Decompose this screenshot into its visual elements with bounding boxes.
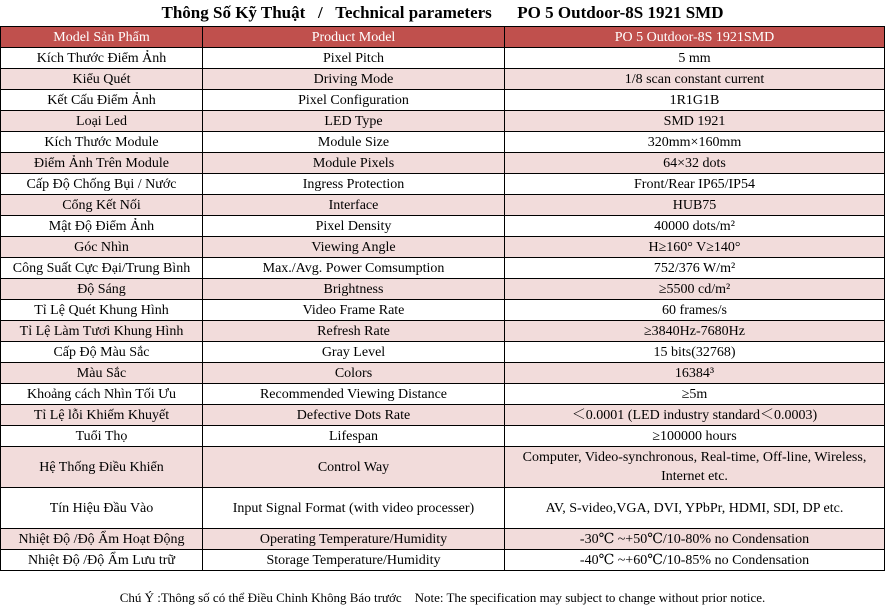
- sheet-title: Thông Số Kỹ Thuật / Technical parameters PO 5 Outdoor-8S 1921 SMD: [161, 3, 724, 22]
- cell-vietnamese: Nhiệt Độ /Độ Ẩm Hoạt Động: [1, 529, 203, 550]
- cell-vietnamese: Kích Thước Module: [1, 132, 203, 153]
- cell-english: Pixel Pitch: [203, 48, 505, 69]
- cell-value: 1R1G1B: [505, 90, 885, 111]
- cell-english: Pixel Density: [203, 216, 505, 237]
- table-row: [1, 237, 885, 258]
- cell-english: Storage Temperature/Humidity: [203, 550, 505, 571]
- cell-english: Interface: [203, 195, 505, 216]
- cell-vietnamese: Kết Cấu Điểm Ảnh: [1, 90, 203, 111]
- table-row: [1, 279, 885, 300]
- cell-english: Video Frame Rate: [203, 300, 505, 321]
- spec-table: [0, 26, 885, 571]
- table-row: [1, 384, 885, 405]
- cell-vietnamese: Độ Sáng: [1, 279, 203, 300]
- cell-value: 16384³: [505, 363, 885, 384]
- table-row: [1, 153, 885, 174]
- cell-vietnamese: Cấp Độ Chống Bụi / Nước: [1, 174, 203, 195]
- cell-vietnamese: Tuổi Thọ: [1, 426, 203, 447]
- cell-value: SMD 1921: [505, 111, 885, 132]
- cell-english: LED Type: [203, 111, 505, 132]
- table-row: [1, 174, 885, 195]
- table-row: [1, 69, 885, 90]
- table-row: [1, 529, 885, 550]
- cell-vietnamese: Kích Thước Điểm Ảnh: [1, 48, 203, 69]
- table-row: [1, 426, 885, 447]
- header-value: PO 5 Outdoor-8S 1921SMD: [505, 27, 885, 48]
- cell-value: ＜0.0001 (LED industry standard＜0.0003): [505, 405, 885, 426]
- table-row: [1, 405, 885, 426]
- table-row: [1, 488, 885, 529]
- cell-value: 320mm×160mm: [505, 132, 885, 153]
- table-row: [1, 300, 885, 321]
- cell-vietnamese: Kiểu Quét: [1, 69, 203, 90]
- cell-english: Pixel Configuration: [203, 90, 505, 111]
- table-row: [1, 132, 885, 153]
- cell-value: 1/8 scan constant current: [505, 69, 885, 90]
- cell-vietnamese: Loại Led: [1, 111, 203, 132]
- cell-english: Refresh Rate: [203, 321, 505, 342]
- header-vietnamese: Model Sản Phẩm: [1, 27, 203, 48]
- cell-english: Lifespan: [203, 426, 505, 447]
- cell-english: Input Signal Format (with video processer): [203, 488, 505, 529]
- header-english: Product Model: [203, 27, 505, 48]
- cell-english: Operating Temperature/Humidity: [203, 529, 505, 550]
- cell-value: 752/376 W/m²: [505, 258, 885, 279]
- cell-english: Ingress Protection: [203, 174, 505, 195]
- table-row: [1, 48, 885, 69]
- cell-english: Max./Avg. Power Comsumption: [203, 258, 505, 279]
- cell-value: Computer, Video-synchronous, Real-time, Off-line, Wireless, Internet etc.: [505, 447, 885, 488]
- cell-vietnamese: Hệ Thống Điều Khiển: [1, 447, 203, 488]
- cell-value: 60 frames/s: [505, 300, 885, 321]
- cell-value: -40℃ ~+60℃/10-85% no Condensation: [505, 550, 885, 571]
- table-row: [1, 216, 885, 237]
- cell-value: H≥160° V≥140°: [505, 237, 885, 258]
- table-row: [1, 363, 885, 384]
- cell-vietnamese: Tỉ Lệ lỗi Khiếm Khuyết: [1, 405, 203, 426]
- table-row: [1, 258, 885, 279]
- table-row: [1, 321, 885, 342]
- cell-vietnamese: Tỉ Lệ Làm Tươi Khung Hình: [1, 321, 203, 342]
- cell-vietnamese: Nhiệt Độ /Độ Ẩm Lưu trữ: [1, 550, 203, 571]
- cell-english: Control Way: [203, 447, 505, 488]
- cell-english: Driving Mode: [203, 69, 505, 90]
- cell-english: Gray Level: [203, 342, 505, 363]
- cell-english: Module Pixels: [203, 153, 505, 174]
- table-row: [1, 195, 885, 216]
- table-row: [1, 447, 885, 488]
- cell-vietnamese: Khoảng cách Nhìn Tối Ưu: [1, 384, 203, 405]
- cell-vietnamese: Góc Nhìn: [1, 237, 203, 258]
- cell-vietnamese: Điểm Ảnh Trên Module: [1, 153, 203, 174]
- cell-english: Recommended Viewing Distance: [203, 384, 505, 405]
- cell-vietnamese: Tín Hiệu Đầu Vào: [1, 488, 203, 529]
- cell-vietnamese: Tỉ Lệ Quét Khung Hình: [1, 300, 203, 321]
- cell-value: ≥5500 cd/m²: [505, 279, 885, 300]
- table-row: [1, 550, 885, 571]
- cell-value: 64×32 dots: [505, 153, 885, 174]
- cell-value: 40000 dots/m²: [505, 216, 885, 237]
- cell-english: Viewing Angle: [203, 237, 505, 258]
- cell-vietnamese: Cổng Kết Nối: [1, 195, 203, 216]
- table-header-row: [1, 27, 885, 48]
- cell-english: Brightness: [203, 279, 505, 300]
- cell-value: -30℃ ~+50℃/10-80% no Condensation: [505, 529, 885, 550]
- cell-english: Colors: [203, 363, 505, 384]
- cell-vietnamese: Mật Độ Điểm Ảnh: [1, 216, 203, 237]
- cell-value: 5 mm: [505, 48, 885, 69]
- cell-value: AV, S-video,VGA, DVI, YPbPr, HDMI, SDI, DP etc.: [505, 488, 885, 529]
- table-row: [1, 90, 885, 111]
- cell-value: ≥100000 hours: [505, 426, 885, 447]
- cell-english: Defective Dots Rate: [203, 405, 505, 426]
- footnote: Chú Ý :Thông số có thể Điều Chỉnh Không Báo trước Note: The specification may subject to change without prior notice.: [119, 590, 766, 605]
- cell-vietnamese: Màu Sắc: [1, 363, 203, 384]
- cell-value: ≥3840Hz-7680Hz: [505, 321, 885, 342]
- table-row: [1, 342, 885, 363]
- table-row: [1, 111, 885, 132]
- cell-value: HUB75: [505, 195, 885, 216]
- cell-vietnamese: Công Suất Cực Đại/Trung Bình: [1, 258, 203, 279]
- cell-value: ≥5m: [505, 384, 885, 405]
- cell-vietnamese: Cấp Độ Màu Sắc: [1, 342, 203, 363]
- cell-value: Front/Rear IP65/IP54: [505, 174, 885, 195]
- cell-value: 15 bits(32768): [505, 342, 885, 363]
- cell-english: Module Size: [203, 132, 505, 153]
